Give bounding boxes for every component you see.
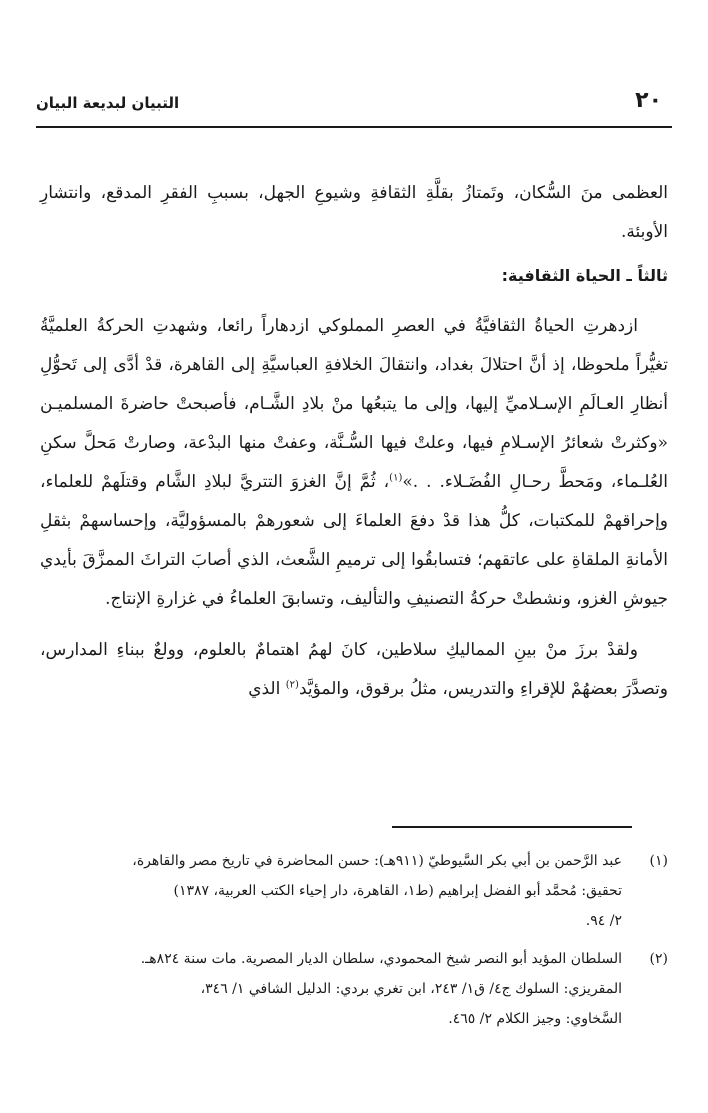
text-line: العظمى منَ السُّكان، وتَمتازُ بقلَّةِ الثقافةِ وشيوعِ الجهل، بسببِ الفقرِ المدقع، (100, 183, 668, 203)
text-line: ازدهرتِ الحياةُ الثقافيَّةُ في العصرِ المملوكي ازدهاراً رائعا، وشهدتِ (152, 316, 638, 336)
footnote-line: السلطان المؤيد أبو النصر شيخ المحمودي، سلطان الديار المصرية. مات سنة ٨٢٤هـ. (140, 951, 622, 967)
footnote-line: السَّخاوي: وجيز الكلام ٢/ ٤٦٥. (448, 1011, 622, 1027)
text-line: وإحساسهمْ بثقلِ الأمانةِ الملقاةِ على عاتقهم؛ فتسابقُوا إلى ترميمِ الشَّعث، الذي (40, 511, 668, 570)
text-line: وإحراقهمْ للمكتبات، كلُّ هذا قدْ دفعَ العلماءَ إلى شعورهمْ بالمسؤوليَّة، (164, 511, 669, 531)
header-rule (36, 126, 672, 128)
text-line: المدارس، وتصدَّرَ بعضهُمْ للإقراءِ والتدريس، مثلُ برقوق، والمؤيَّد (40, 640, 668, 699)
running-title: التبيان لبديعة البيان (36, 94, 180, 112)
footnote-line: المقريزي: السلوك ج٤/ ق١/ ٢٤٣، ابن تغري بردي: الدليل الشافي ١/ ٣٤٦، (200, 981, 622, 997)
footnotes (40, 846, 668, 1042)
text-line: الحركةُ العلميَّةُ تغيُّراً ملحوظا، إذ أنَّ احتلالَ بغداد، وانتقالَ الخلافةِ العباسيَّةِ (40, 316, 668, 375)
text-line: منْ بلادِ الشَّـام، فأصبحتْ حاضرةَ المسلميـن «وكثرتْ شعائرُ الإسـلامِ فيها، (40, 394, 668, 453)
page-header (36, 88, 672, 122)
main-text (40, 174, 668, 709)
footnote-text (40, 944, 622, 1034)
text-line: ، ثُمَّ إنَّ الغزوَ التتريَّ لبلادِ الشَّام وقتلَهمْ للعلماء، (40, 472, 390, 492)
footnote-rule (392, 826, 632, 828)
footnote-marker: (٢) (649, 951, 668, 967)
text-line: أصابَ التراثَ الممزَّقَ بأيدي جيوشِ الغزو، ونشطتْ حركةُ التصنيفِ والتأليف، (40, 550, 668, 609)
text-line: ولقدْ برزَ منْ بينِ المماليكِ سلاطين، كانَ لهمُ اهتمامٌ بالعلوم، وولعٌ ببناءِ (116, 640, 639, 660)
text-line: رحـالِ الفُضَـلاء. . .» (402, 472, 551, 492)
paragraph-3 (40, 631, 668, 709)
footnote-1 (40, 846, 668, 936)
footnote-2 (40, 944, 668, 1034)
text-line: الذي (248, 679, 286, 699)
text-line: وعلتْ فيها السُّـنَّة، وعفتْ منها البدْعة، وصارتْ مَحلَّ سكنِ العُلـماء، ومَحطَّ (40, 433, 668, 492)
footnote-line: عبد الرَّحمن بن أبي بكر السَّيوطيّ (٩١١هـ): حسن المحاضرة في تاريخ مصر والقاهرة، (132, 853, 622, 869)
footnote-ref-2: (٢) (285, 679, 299, 691)
text-line: وتسابقَ العلماءُ في غزارةِ الإنتاج. (105, 589, 334, 609)
footnote-line: ٢/ ٩٤. (585, 913, 622, 929)
page-number: ٢٠ (635, 88, 662, 113)
footnote-text (40, 846, 622, 936)
footnote-line: تحقيق: مُحمَّد أبو الفضل إبراهيم (ط١، القاهرة، دار إحياء الكتب العربية، ١٣٨٧) (173, 883, 622, 899)
paragraph-1 (40, 174, 668, 252)
section-heading: ثالثاً ـ الحياة الثقافية: (501, 266, 668, 285)
paragraph-2 (40, 307, 668, 619)
footnote-marker: (١) (649, 853, 668, 869)
footnote-ref-1: (١) (389, 472, 403, 484)
text-line: وانتشارِ الأوبئة. (40, 183, 668, 242)
text-line: إلى القاهرة، قدْ أدَّى إلى تَحوُّلِ أنظارِ العـالَمِ الإسـلاميِّ إليها، وإلى ما يتبعُها (40, 355, 669, 414)
